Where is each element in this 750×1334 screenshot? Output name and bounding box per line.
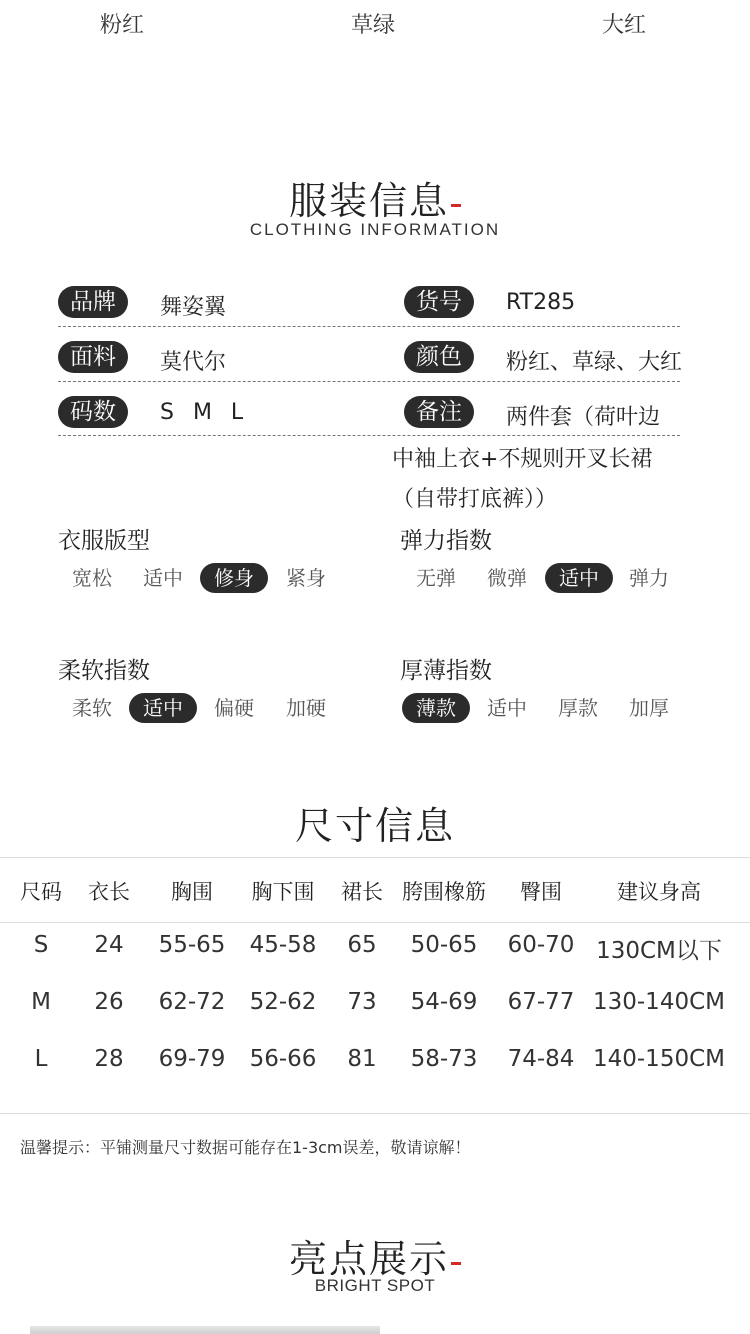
- note-value-line2: 中袖上衣+不规则开叉长裙: [392, 447, 653, 472]
- color-label-red: 大红: [601, 13, 646, 38]
- softness-option-medium-selected: 适中: [129, 693, 197, 723]
- divider: [58, 326, 680, 327]
- color-label: 颜色: [404, 341, 474, 373]
- highlight-title-text: 亮点展示: [288, 1237, 449, 1281]
- item-no-label: 货号: [404, 286, 474, 318]
- thickness-option-medium: 适中: [487, 696, 527, 720]
- thickness-option-extra-thick: 加厚: [629, 696, 669, 720]
- clothing-info-title: [0, 170, 750, 225]
- thickness-option-thin-selected: 薄款: [402, 693, 470, 723]
- size-value: S M L: [160, 400, 250, 425]
- table-cell: 50-65: [410, 932, 478, 958]
- table-header-hip: 臀围: [520, 880, 562, 904]
- color-value: 粉红、草绿、大红: [506, 350, 683, 375]
- table-cell: 73: [347, 989, 377, 1015]
- fit-option-loose: 宽松: [72, 566, 112, 590]
- title-accent-dash: [451, 204, 461, 207]
- table-header-hip-elastic: 胯围橡筋: [402, 880, 486, 904]
- color-label-green: 草绿: [350, 13, 395, 38]
- elasticity-option-none: 无弹: [416, 566, 456, 590]
- softness-option-stiff: 偏硬: [214, 696, 254, 720]
- clothing-info-subtitle: CLOTHING INFORMATION: [249, 220, 501, 239]
- table-cell: 67-77: [507, 989, 575, 1015]
- elasticity-index-title: 弹力指数: [400, 528, 492, 554]
- thickness-option-thick: 厚款: [558, 696, 598, 720]
- highlight-title: [0, 1228, 750, 1283]
- softness-index-title: 柔软指数: [58, 658, 150, 684]
- softness-option-extra-stiff: 加硬: [286, 696, 326, 720]
- table-header-height: 建议身高: [617, 880, 701, 904]
- title-accent-dash: [451, 1262, 461, 1265]
- table-cell: 58-73: [410, 1046, 478, 1072]
- size-info-title-text: 尺寸信息: [294, 804, 455, 848]
- clothing-info-title-text: 服装信息: [288, 179, 449, 223]
- product-image-edge: [30, 1326, 380, 1334]
- table-header-border: [0, 922, 750, 923]
- softness-option-soft: 柔软: [72, 696, 112, 720]
- table-cell: 55-65: [158, 932, 226, 958]
- table-cell: S: [33, 932, 49, 958]
- size-info-title: [0, 795, 750, 850]
- table-cell: 140-150CM: [592, 1046, 725, 1072]
- note-value-line1: 两件套（荷叶边: [506, 405, 661, 430]
- brand-value: 舞姿翼: [160, 295, 227, 320]
- table-cell: M: [31, 989, 51, 1015]
- table-header-bust: 胸围: [171, 880, 213, 904]
- table-cell: 69-79: [158, 1046, 226, 1072]
- table-header-underbust: 胸下围: [251, 880, 315, 904]
- elasticity-option-slight: 微弹: [487, 566, 527, 590]
- table-cell: 81: [347, 1046, 377, 1072]
- table-cell: 26: [94, 989, 124, 1015]
- brand-label: 品牌: [58, 286, 128, 318]
- table-cell: 28: [94, 1046, 124, 1072]
- table-cell: L: [34, 1046, 48, 1072]
- size-label: 码数: [58, 396, 128, 428]
- table-cell: 62-72: [158, 989, 226, 1015]
- table-top-border: [0, 857, 750, 858]
- fit-option-medium: 适中: [143, 566, 183, 590]
- color-label-pink: 粉红: [99, 13, 144, 38]
- divider: [58, 435, 680, 436]
- table-header-size: 尺码: [20, 880, 62, 904]
- table-header-length: 衣长: [88, 880, 130, 904]
- table-cell: 54-69: [410, 989, 478, 1015]
- fabric-value: 莫代尔: [160, 350, 227, 375]
- fit-option-slim-selected: 修身: [200, 563, 268, 593]
- measurement-tip: 温馨提示：平铺测量尺寸数据可能存在1-3cm误差，敬请谅解！: [20, 1138, 471, 1157]
- table-cell: 60-70: [507, 932, 575, 958]
- note-value-line3: （自带打底裤））: [392, 487, 558, 512]
- table-cell: 65: [347, 932, 377, 958]
- table-cell: 24: [94, 932, 124, 958]
- table-cell: 130-140CM: [592, 989, 725, 1015]
- divider: [58, 381, 680, 382]
- elasticity-option-stretch: 弹力: [629, 566, 669, 590]
- table-cell: 130CM以下: [596, 938, 722, 964]
- fabric-label: 面料: [58, 341, 128, 373]
- table-cell: 74-84: [507, 1046, 575, 1072]
- table-cell: 52-62: [249, 989, 317, 1015]
- table-cell: 56-66: [249, 1046, 317, 1072]
- fit-option-tight: 紧身: [286, 566, 326, 590]
- table-bottom-border: [0, 1113, 750, 1114]
- table-header-skirt-length: 裙长: [341, 880, 383, 904]
- fit-index-title: 衣服版型: [58, 528, 150, 554]
- highlight-subtitle: BRIGHT SPOT: [314, 1276, 436, 1295]
- thickness-index-title: 厚薄指数: [400, 658, 492, 684]
- item-no-value: RT285: [506, 290, 576, 315]
- note-label: 备注: [404, 396, 474, 428]
- table-cell: 45-58: [249, 932, 317, 958]
- elasticity-option-medium-selected: 适中: [545, 563, 613, 593]
